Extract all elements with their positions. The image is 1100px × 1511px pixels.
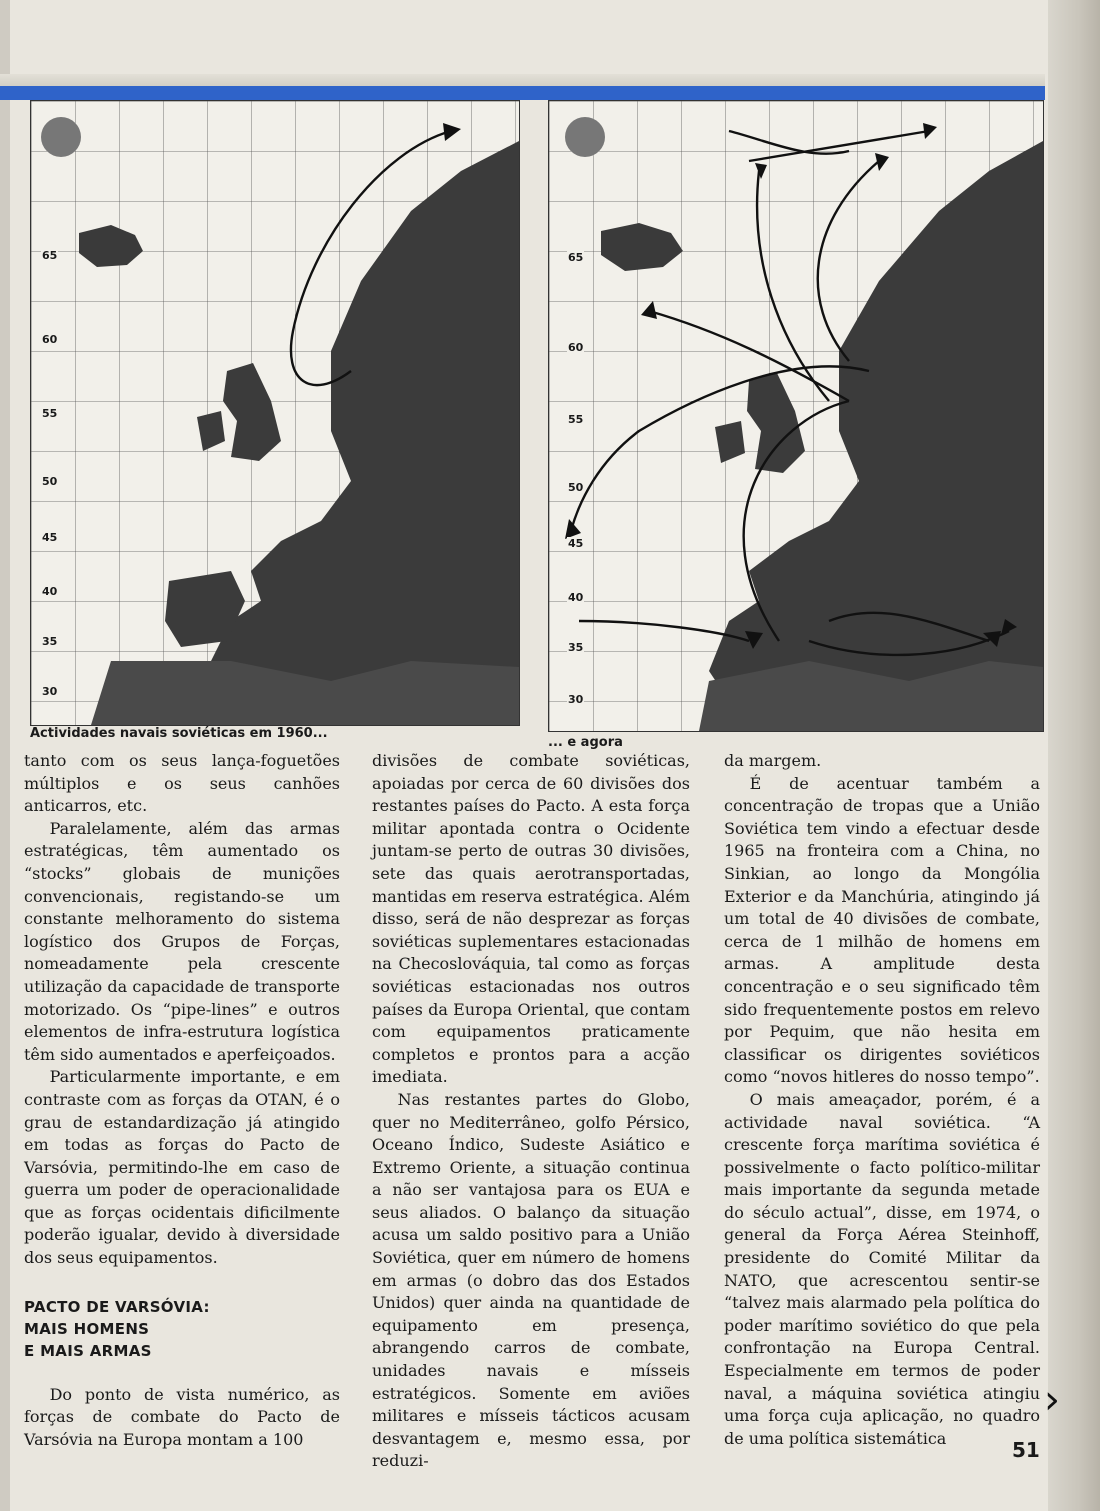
- article-column-1: [24, 750, 340, 1451]
- paragraph: Nas restantes partes do Globo, quer no Mediterrâneo, golfo Pérsico, Oceano Índico, Sudeste Asiático e Extremo Oriente, a situação continua a não ser vantajosa para os EUA e seus aliados. O balanço da situação acusa um saldo positivo para a União Soviética, quer em número de homens em armas (o dobro das dos Estados Unidos) quer ainda na quantidade de equipamento em presença, abrangendo carros de combate, unidades navais e mísseis estratégicos. Somente em aviões militares e mísseis tácticos acusam desvantagem e, mesmo essa, por reduzi-: [372, 1089, 690, 1471]
- continue-arrow-icon: ›: [1044, 1377, 1060, 1423]
- paragraph: tanto com os seus lança-foguetões múltiplos e os seus canhões anticarros, etc.: [24, 751, 340, 816]
- section-heading-line: E MAIS ARMAS: [24, 1341, 152, 1360]
- lat-label-30: 30: [42, 685, 58, 698]
- lat-label-45: 45: [42, 531, 58, 544]
- lat-label-45: 45: [568, 537, 584, 550]
- section-heading-line: MAIS HOMENS: [24, 1319, 150, 1338]
- paragraph: Do ponto de vista numérico, as forças de combate do Pacto de Varsóvia na Europa montam a 100: [24, 1384, 340, 1449]
- section-heading: [24, 1296, 340, 1362]
- paragraph: Paralelamente, além das armas estratégicas, têm aumentado os “stocks” globais de munições convencionais, registando-se um constante melhoramento do sistema logístico dos Grupos de Forças, nomeadamente pela crescente utilização da capacidade de transporte motorizado. Os “pipe-lines” e outros elementos de infra-estrutura logística têm sido aumentados e aperfeiçoados.: [24, 818, 340, 1064]
- paragraph: divisões de combate soviéticas, apoiadas por cerca de 60 divisões dos restantes países do Pacto. A esta força militar apontada contra o Ocidente juntam-se perto de outras 30 divisões, sete das quais aerotransportadas, mantidas em reserva estratégica. Além disso, será de não desprezar as forças soviéticas suplementares estacionadas na Checoslováquia, tal como as forças soviéticas estacionadas nos outros países da Europa Oriental, que contam com equipamentos praticamente completos e prontos para a acção imediata.: [372, 751, 691, 1087]
- lat-label-35: 35: [568, 641, 584, 654]
- paragraph: Particularmente importante, e em contraste com as forças da OTAN, é o grau de estandardização já atingido em todas as forças do Pacto de Varsóvia, permitindo-lhe em caso de guerra um poder de operacionalidade que as forças ocidentais dificilmente poderão igualar, devido à diversidade dos seus equipamentos.: [24, 1067, 340, 1268]
- map-now: [548, 100, 1044, 732]
- lat-label-35: 35: [42, 635, 58, 648]
- lat-label-65: 65: [568, 251, 584, 264]
- page-edge: [1048, 0, 1100, 1511]
- map-1960: [30, 100, 520, 726]
- lat-label-30: 30: [568, 693, 584, 706]
- paragraph: O mais ameaçador, porém, é a actividade naval soviética. “A crescente força marítima soviética é possivelmente o facto político-militar mais importante da segunda metade do século actual”, disse, em 1974, o general da Força Aérea Steinhoff, presidente do Comité Militar da NATO, que acrescentou sentir-se “talvez mais alarmado pela política do poder marítimo soviético do que pela confrontação na Europa Central. Especialmente em termos de poder naval, a máquina soviética atingiu uma força cuja aplicação, no quadro de uma política sistemática: [724, 1089, 1040, 1448]
- paragraph: da margem.: [724, 751, 822, 770]
- page-spine: [0, 0, 10, 1511]
- lat-label-40: 40: [568, 591, 584, 604]
- map-1960-graphic: [31, 101, 519, 725]
- lat-label-60: 60: [42, 333, 58, 346]
- lat-label-60: 60: [568, 341, 584, 354]
- lat-label-55: 55: [568, 413, 584, 426]
- paragraph: É de acentuar também a concentração de tropas que a União Soviética tem vindo a efectuar desde 1965 na fronteira com a China, no Sinkian, ao longo da Mongólia Exterior e da Manchúria, atingindo já um total de 40 divisões de combate, cerca de 1 milhão de homens em armas. A amplitude desta concentração e o seu significado têm sido frequentemente postos em relevo por Pequim, que não hesita em classificar os dirigentes soviéticos como “novos hitleres do nosso tempo”.: [724, 773, 1040, 1087]
- map-1960-caption: Actividades navais soviéticas em 1960...: [30, 726, 328, 741]
- blue-header-bar: [0, 86, 1045, 100]
- map-now-graphic: [549, 101, 1043, 731]
- lat-label-50: 50: [42, 475, 58, 488]
- section-heading-line: PACTO DE VARSÓVIA:: [24, 1297, 210, 1316]
- page-number: 51: [1012, 1438, 1040, 1462]
- lat-label-65: 65: [42, 249, 58, 262]
- article-column-3: [724, 750, 1040, 1450]
- lat-label-40: 40: [42, 585, 58, 598]
- lat-label-50: 50: [568, 481, 584, 494]
- map-now-caption: ... e agora: [548, 735, 623, 750]
- article-column-2: [372, 750, 690, 1473]
- header-shadow: [0, 74, 1045, 86]
- lat-label-55: 55: [42, 407, 58, 420]
